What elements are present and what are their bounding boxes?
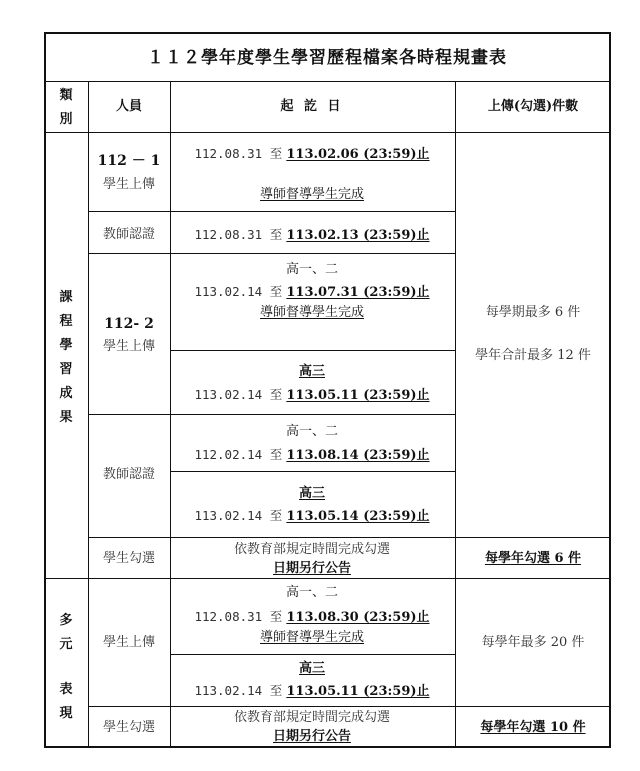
semester-1-date bbox=[194, 146, 429, 163]
course-limit-year: 學年合計最多 12 件 bbox=[475, 348, 591, 363]
rule-row-e bbox=[88, 706, 611, 707]
date-end: 113.05.11 (23:59)止 bbox=[286, 388, 430, 403]
diverse-g3-date bbox=[194, 683, 429, 700]
rule-header bbox=[44, 132, 611, 133]
semester-1-label: 112 － 1 bbox=[97, 153, 161, 169]
course-select-line2: 日期另行公告 bbox=[272, 561, 352, 576]
diverse-g12-heading: 高一、二 bbox=[285, 585, 339, 600]
diverse-select-person: 學生勾選 bbox=[102, 720, 156, 735]
date-start: 113.02.14 至 bbox=[194, 387, 283, 402]
date-start: 113.02.14 至 bbox=[194, 284, 283, 299]
category-diverse-top: 多元 bbox=[59, 613, 73, 652]
col-rule-3 bbox=[455, 81, 456, 747]
course-select-count: 每學年勾選 6 件 bbox=[484, 551, 582, 566]
semester-2-teacher-g12-heading: 高一、二 bbox=[285, 424, 339, 439]
semester-2-g12-note: 導師督導學生完成 bbox=[259, 305, 365, 320]
diverse-g12-date bbox=[194, 609, 429, 626]
date-end: 113.08.14 (23:59)止 bbox=[286, 448, 430, 463]
date-end: 113.07.31 (23:59)止 bbox=[286, 285, 430, 300]
date-end: 113.02.06 (23:59)止 bbox=[286, 147, 430, 162]
semester-2-label: 112- 2 bbox=[104, 316, 154, 332]
semester-1-sub: 學生上傳 bbox=[102, 177, 156, 192]
border-left bbox=[44, 32, 46, 748]
diverse-g3-heading: 高三 bbox=[298, 661, 326, 676]
date-end: 113.05.14 (23:59)止 bbox=[286, 509, 430, 524]
course-select-line1: 依教育部規定時間完成勾選 bbox=[233, 542, 391, 557]
border-bottom bbox=[44, 746, 611, 748]
rule-row-d bbox=[88, 537, 611, 538]
rule-section bbox=[44, 578, 611, 579]
rule-date-a bbox=[170, 350, 455, 351]
rule-row-b bbox=[88, 253, 455, 254]
header-upload-count: 上傳(勾選)件數 bbox=[487, 99, 579, 114]
border-top bbox=[44, 32, 611, 34]
semester-1-teacher: 教師認證 bbox=[102, 227, 156, 242]
rule-date-b bbox=[170, 471, 455, 472]
header-category: 類別 bbox=[59, 88, 73, 127]
date-start: 112.08.31 至 bbox=[194, 227, 283, 242]
date-end: 113.02.13 (23:59)止 bbox=[286, 228, 430, 243]
category-diverse-bottom: 表現 bbox=[59, 682, 73, 721]
date-start: 113.02.14 至 bbox=[194, 683, 283, 698]
diverse-select-line2: 日期另行公告 bbox=[272, 729, 352, 744]
diverse-select-count: 每學年勾選 10 件 bbox=[480, 720, 586, 735]
semester-2-teacher-g3-date bbox=[194, 508, 429, 525]
semester-2-teacher-g3-heading: 高三 bbox=[298, 486, 326, 501]
course-limit-semester: 每學期最多 6 件 bbox=[485, 305, 581, 320]
diverse-upload-person: 學生上傳 bbox=[102, 635, 156, 650]
semester-1-note: 導師督導學生完成 bbox=[259, 187, 365, 202]
semester-2-g3-date bbox=[194, 387, 429, 404]
semester-2-teacher-g12-date bbox=[194, 447, 429, 464]
date-start: 112.08.31 至 bbox=[194, 146, 283, 161]
header-period: 起 訖 日 bbox=[280, 99, 344, 114]
rule-date-c bbox=[170, 654, 455, 655]
diverse-select-line1: 依教育部規定時間完成勾選 bbox=[233, 710, 391, 725]
semester-2-g3-heading: 高三 bbox=[298, 364, 326, 379]
diverse-g12-note: 導師督導學生完成 bbox=[259, 630, 365, 645]
date-end: 113.05.11 (23:59)止 bbox=[286, 684, 430, 699]
semester-2-sub: 學生上傳 bbox=[102, 339, 156, 354]
semester-2-teacher: 教師認證 bbox=[102, 467, 156, 482]
semester-2-g12-date bbox=[194, 284, 429, 301]
date-end: 113.08.30 (23:59)止 bbox=[286, 610, 430, 625]
semester-2-g12-heading: 高一、二 bbox=[285, 262, 339, 277]
date-start: 113.02.14 至 bbox=[194, 508, 283, 523]
diverse-limit: 每學年最多 20 件 bbox=[481, 635, 585, 650]
header-person: 人員 bbox=[115, 99, 143, 114]
rule-row-a bbox=[88, 211, 455, 212]
page-title: １１２學年度學生學習歷程檔案各時程規畫表 bbox=[147, 48, 507, 68]
course-select-person: 學生勾選 bbox=[102, 551, 156, 566]
rule-title bbox=[44, 81, 611, 82]
category-course: 課程學習成果 bbox=[59, 290, 73, 425]
border-right bbox=[609, 32, 611, 748]
date-start: 112.02.14 至 bbox=[194, 447, 283, 462]
rule-row-c bbox=[88, 414, 455, 415]
date-start: 112.08.31 至 bbox=[194, 609, 283, 624]
semester-1-teacher-date bbox=[194, 227, 429, 244]
